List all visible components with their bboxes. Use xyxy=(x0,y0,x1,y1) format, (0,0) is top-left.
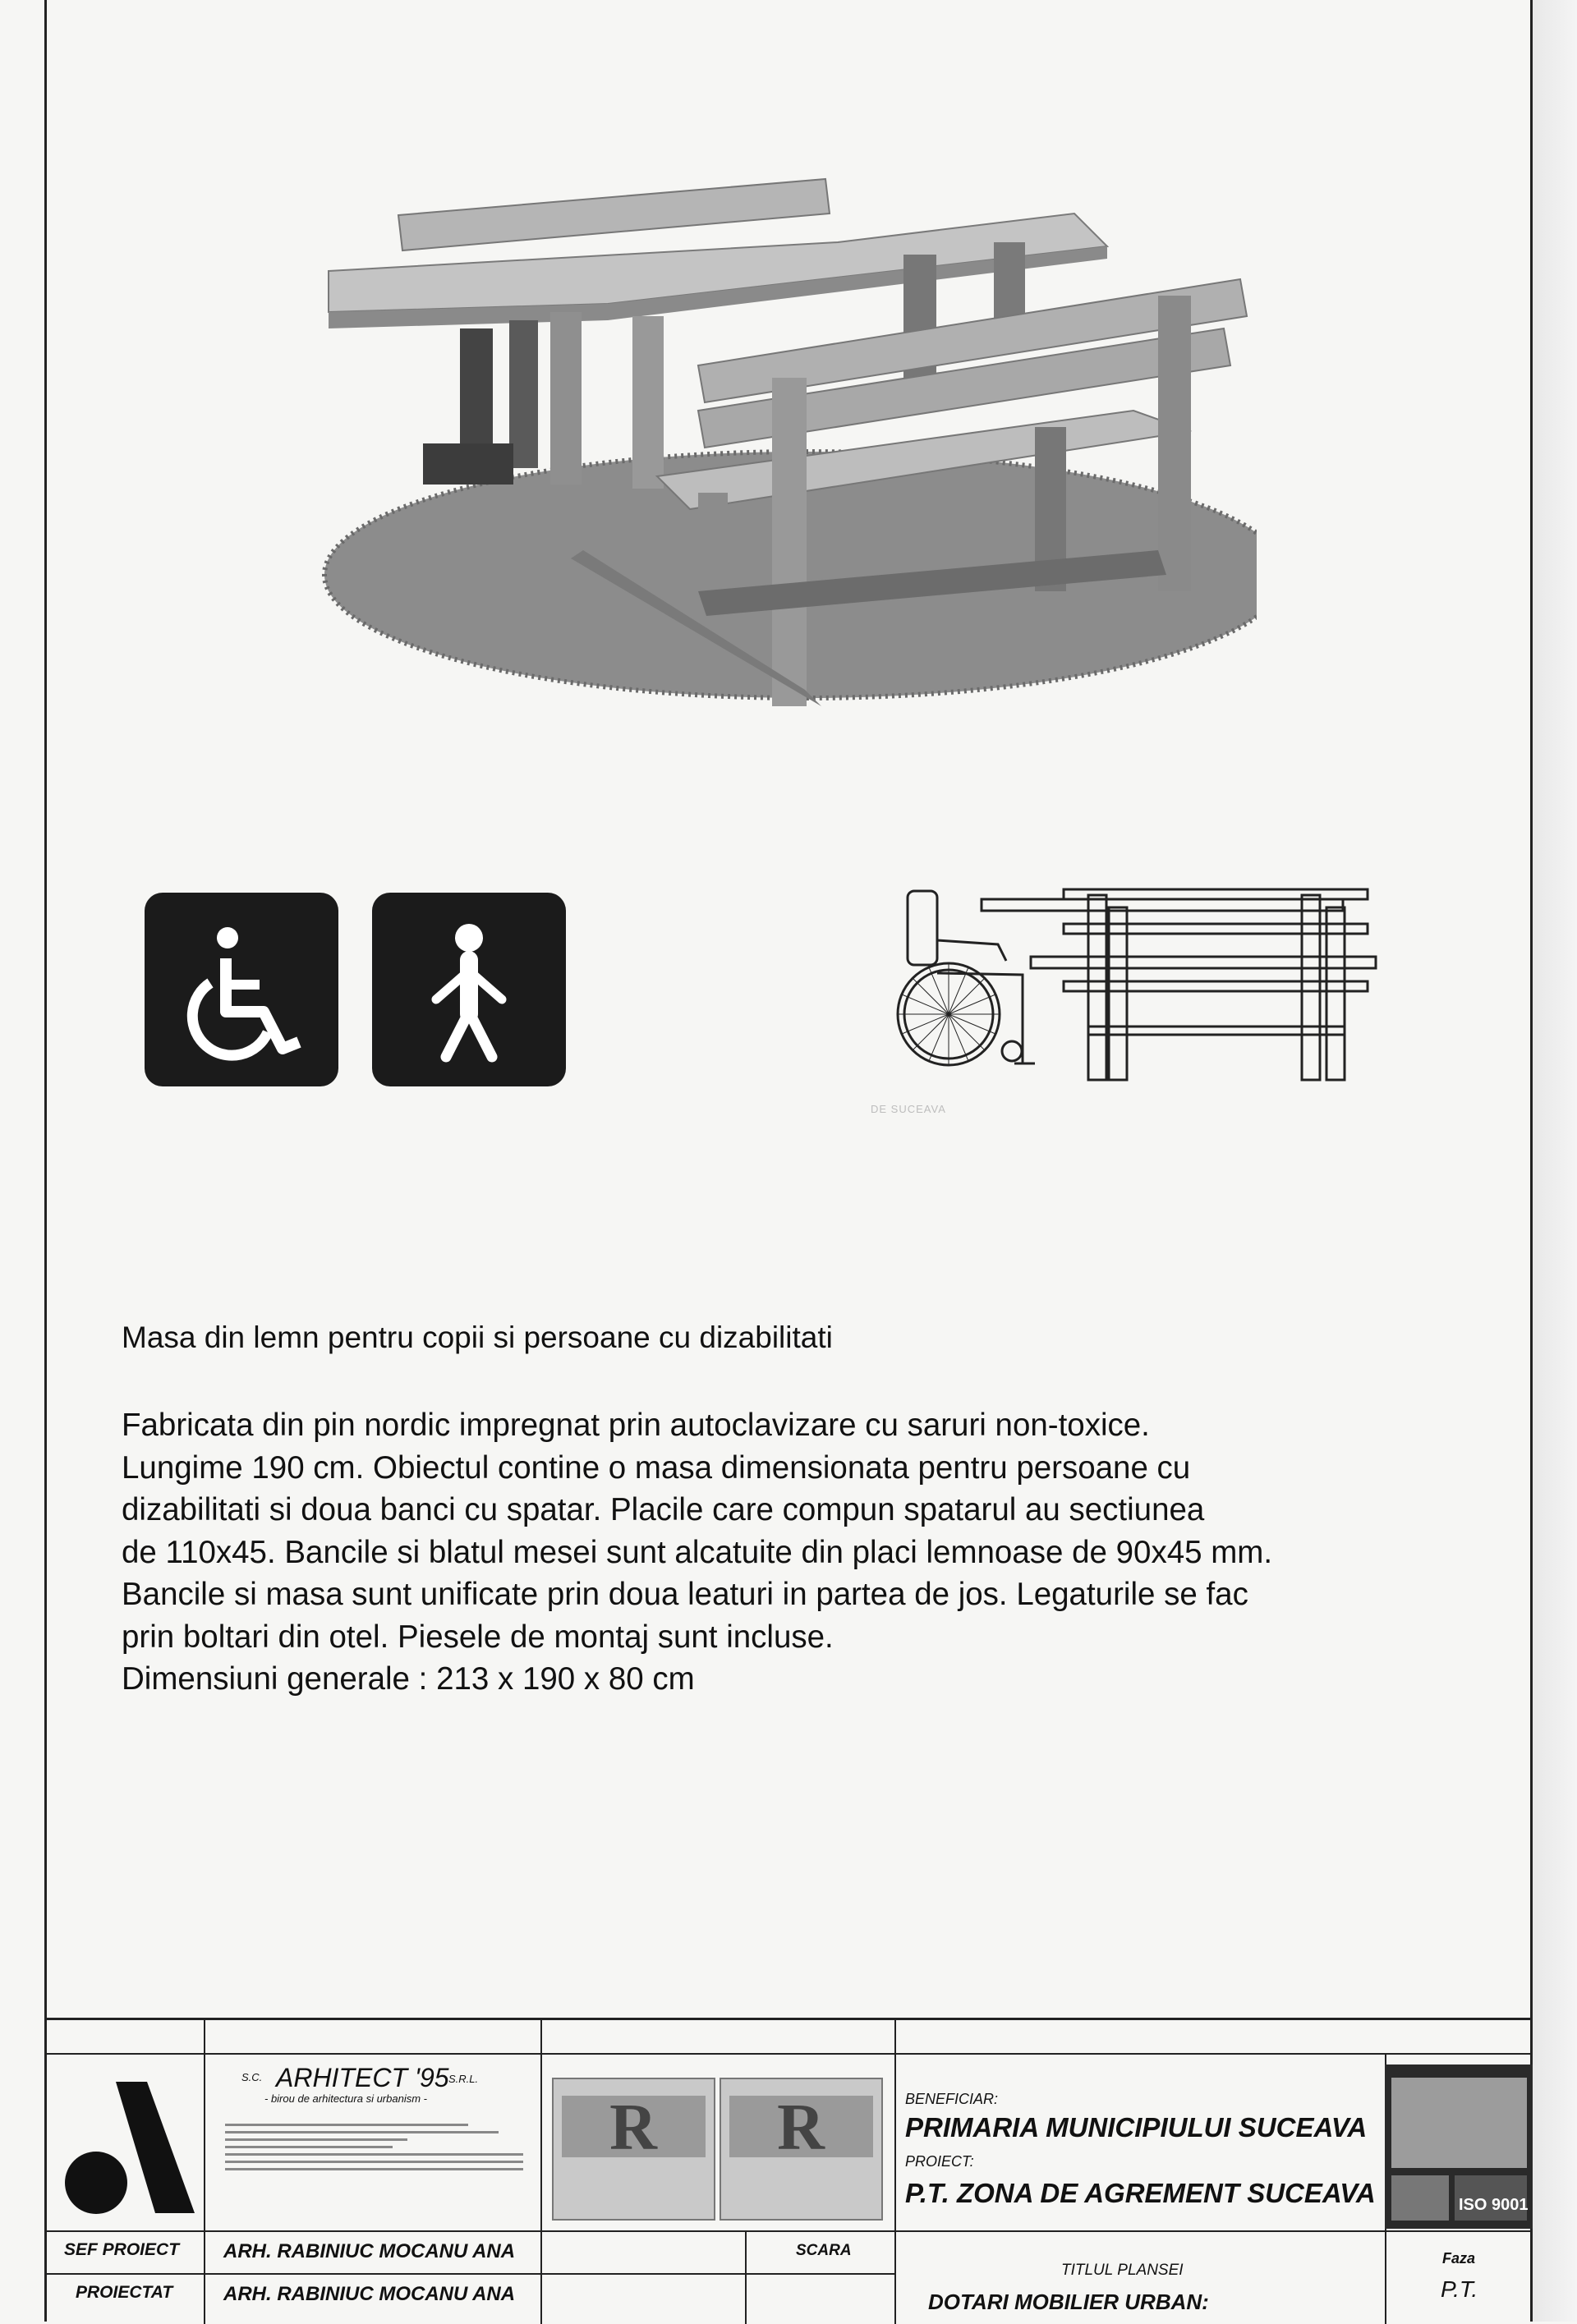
wheelchair-table-drawing xyxy=(891,883,1384,1088)
proiectat-label: PROIECTAT xyxy=(76,2283,173,2302)
faza-value: P.T. xyxy=(1441,2276,1478,2302)
sef-proiect-value: ARH. RABINIUC MOCANU ANA xyxy=(223,2240,516,2262)
company-name: ARHITECT '95 xyxy=(276,2063,449,2092)
company-prefix: S.C. xyxy=(241,2071,263,2083)
description-line: dizabilitati si doua banci cu spatar. Placile care compun spatarul au sectiunea xyxy=(122,1492,1205,1527)
watermark: DE SUCEAVA xyxy=(871,1103,946,1115)
proiectat-value: ARH. RABINIUC MOCANU ANA xyxy=(223,2283,516,2305)
iso-certification-badge xyxy=(1385,2065,1533,2229)
scara-label: SCARA xyxy=(796,2242,852,2259)
wheelchair-icon xyxy=(145,893,338,1086)
iso-label: ISO 9001 xyxy=(1459,2196,1529,2214)
description-line: de 110x45. Bancile si blatul mesei sunt alcatuite din placi lemnoase de 90x45 mm. xyxy=(122,1534,1273,1570)
company-suffix: S.R.L. xyxy=(448,2073,479,2085)
sef-proiect-label: SEF PROIECT xyxy=(64,2240,180,2259)
faza-label: Faza xyxy=(1442,2250,1476,2267)
titlu-value: DOTARI MOBILIER URBAN: xyxy=(928,2290,1209,2314)
description-line: Fabricata din pin nordic impregnat prin autoclavizare cu saruri non-toxice. xyxy=(122,1408,1150,1443)
title-block xyxy=(44,2018,1533,2324)
svg-text:R: R xyxy=(609,2092,657,2164)
page-edge-shadow xyxy=(1533,0,1577,2322)
description-line: Lungime 190 cm. Obiectul contine o masa dimensionata pentru persoane cu xyxy=(122,1449,1191,1486)
company-subtitle: - birou de arhitectura si urbanism - xyxy=(264,2092,427,2105)
description-line: Dimensiuni generale : 213 x 190 x 80 cm xyxy=(122,1661,695,1697)
company-logo xyxy=(57,2078,196,2217)
certification-badge xyxy=(720,2078,883,2221)
svg-text:R: R xyxy=(777,2092,825,2164)
picnic-table-photo xyxy=(312,164,1257,723)
sheet-border xyxy=(44,0,47,2322)
proiect-value: P.T. ZONA DE AGREMENT SUCEAVA xyxy=(905,2178,1376,2208)
titlu-label: TITLUL PLANSEI xyxy=(1061,2262,1184,2279)
description-line: Bancile si masa sunt unificate prin doua leaturi in partea de jos. Legaturile se fac xyxy=(122,1577,1248,1612)
beneficiar-value: PRIMARIA MUNICIPIULUI SUCEAVA xyxy=(905,2112,1368,2143)
pedestrian-icon xyxy=(372,893,566,1086)
beneficiar-label: BENEFICIAR: xyxy=(905,2091,999,2107)
product-title: Masa din lemn pentru copii si persoane cu dizabilitati xyxy=(122,1320,833,1354)
proiect-label: PROIECT: xyxy=(905,2153,974,2170)
product-description xyxy=(122,1404,1518,1701)
certification-badge xyxy=(552,2078,715,2221)
description-line: prin boltari din otel. Piesele de montaj sunt incluse. xyxy=(122,1619,834,1655)
company-contact-fineprint xyxy=(225,2119,529,2175)
